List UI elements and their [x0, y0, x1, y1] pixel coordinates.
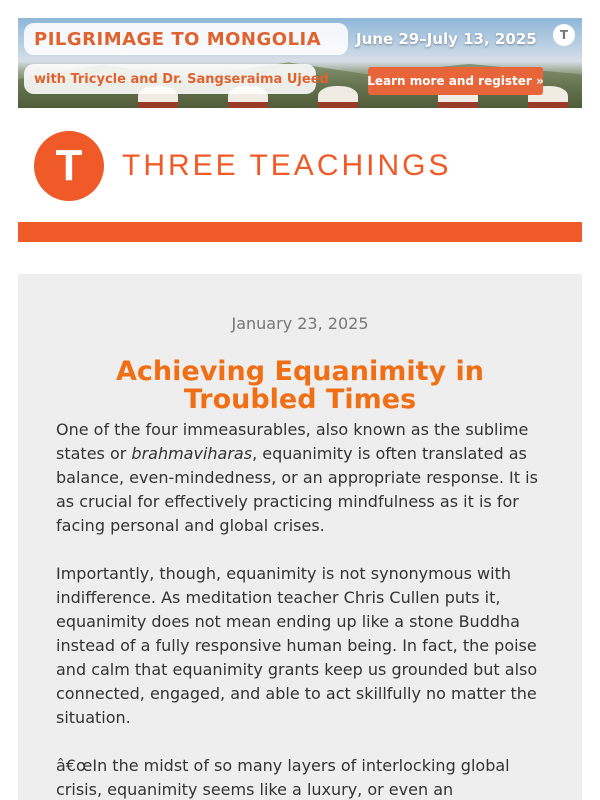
banner-title: PILGRIMAGE TO MONGOLIA: [24, 23, 348, 55]
tricycle-badge-icon: T: [553, 24, 575, 46]
article-title: Achieving Equanimity in Troubled Times: [116, 356, 484, 415]
brand-logo[interactable]: [18, 130, 582, 202]
article-date: January 23, 2025: [231, 314, 369, 333]
logo-icon: T: [34, 131, 104, 201]
brand-name: THREE TEACHINGS: [122, 149, 452, 182]
article-paragraph: â€œIn the midst of so many layers of interlocking global crisis, equanimity seems like a luxury, or even an: [56, 756, 510, 799]
article-paragraph: One of the four immeasurables, also known as the sublime states or brahmaviharas, equanimity is often translated as balance, even-mindedness, or an appropriate response. It is as crucial for effectively practicing mindfulness as it is for facing personal and global crises.: [56, 420, 538, 535]
banner-dates: June 29–July 13, 2025: [356, 30, 537, 48]
learn-more-button[interactable]: Learn more and register »: [368, 67, 543, 95]
article-card: [18, 274, 582, 800]
italic-term: brahmaviharas: [131, 444, 253, 463]
banner-subtitle: with Tricycle and Dr. Sangseraima Ujeed: [24, 64, 316, 94]
divider-bar: [18, 222, 582, 242]
article-paragraph: Importantly, though, equanimity is not synonymous with indifference. As meditation teacher Chris Cullen puts it, equanimity does not mean ending up like a stone Buddha instead of a fully responsive human being. In fact, the poise and calm that equanimity grants keep us grounded but also connected, engaged, and able to act skillfully no matter the situation.: [56, 564, 538, 727]
event-banner[interactable]: [18, 18, 582, 108]
yurt-image: [318, 86, 358, 108]
